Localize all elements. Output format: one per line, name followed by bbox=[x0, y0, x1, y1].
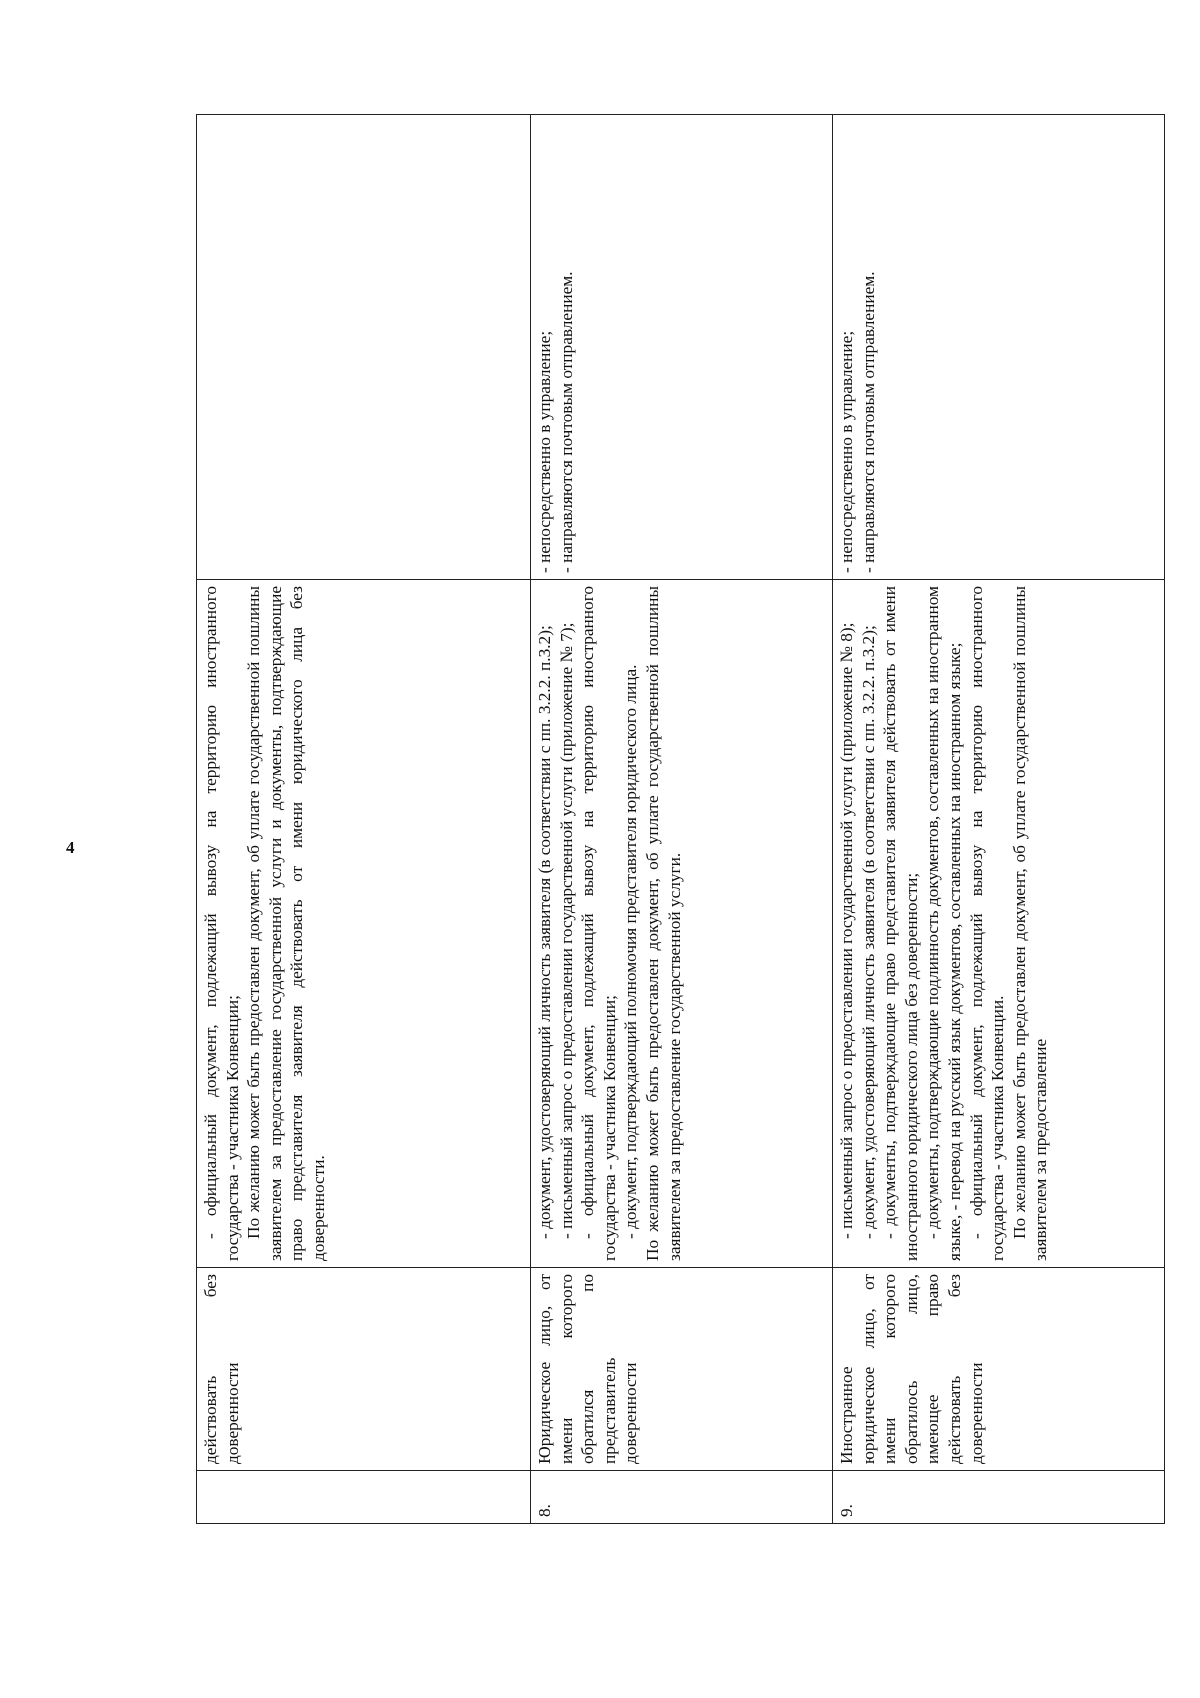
document-item: - официальный документ, подлежащий вывозу на территорию иностранного государства - участника Конвенции; bbox=[201, 586, 242, 1261]
submission-item: - непосредственно в управление; bbox=[535, 330, 554, 573]
document-item: - официальный документ, подлежащий вывозу на территорию иностранного государства - участника Конвенции. bbox=[966, 586, 1008, 1261]
document-item: По желанию может быть предоставлен документ, об уплате государственной пошлины заявителем за предоставление bbox=[1009, 586, 1051, 1261]
documents-cell bbox=[531, 580, 833, 1268]
document-item: По желанию может быть предоставлен документ, об уплате государственной пошлины заявителем за предоставление государственной услуги и документы, подтверждающие право представителя заявителя действовать от имени юридического лица без доверенности. bbox=[244, 586, 328, 1261]
document-item: - письменный запрос о предоставлении государственной услуги (приложение № 8); bbox=[837, 622, 856, 1239]
document-item: - письменный запрос о предоставлении государственной услуги (приложение № 7); bbox=[556, 622, 576, 1239]
rotated-table-container bbox=[196, 114, 1164, 1524]
document-item: - документ, удостоверяющий личность заявителя (в соответствии с пп. 3.2.2. п.3.2); bbox=[535, 625, 554, 1239]
documents-cell bbox=[197, 580, 531, 1268]
applicant-cell: Иностранное юридическое лицо, от имени которого обратилось лицо, имеющее право действовать без доверенности bbox=[833, 1268, 1165, 1471]
applicant-cell: Юридическое лицо, от имени которого обратился по представитель доверенности bbox=[531, 1268, 833, 1471]
submission-item: - непосредственно в управление; bbox=[837, 330, 856, 573]
applicant-cell: действовать без доверенности bbox=[197, 1268, 531, 1471]
submission-item: - направляются почтовым отправлением. bbox=[858, 271, 878, 573]
page-number: 4 bbox=[66, 838, 75, 857]
submission-cell bbox=[197, 115, 531, 580]
document-item: - документ, удостоверяющий личность заявителя (в соответствии с пп. 3.2.2. п.3.2); bbox=[858, 625, 878, 1239]
document-item: По желанию может быть предоставлен документ, об уплате государственной пошлины заявителем за предоставление государственной услуги. bbox=[642, 586, 684, 1261]
services-table bbox=[196, 114, 1165, 1524]
row-number: 8. bbox=[531, 1471, 833, 1524]
document-item: - документы, подтверждающие подлинность документов, составленных на иностранном языке, - перевод на русский язык документов, составленных на иностранном языке; bbox=[923, 586, 964, 1261]
document-item: - документы, подтверждающие право представителя заявителя действовать от имени иностранного юридического лица без доверенности; bbox=[880, 586, 921, 1261]
row-number bbox=[197, 1471, 531, 1524]
submission-cell bbox=[833, 115, 1165, 580]
table-row bbox=[833, 115, 1165, 1524]
submission-item: - направляются почтовым отправлением. bbox=[556, 271, 576, 573]
submission-cell bbox=[531, 115, 833, 580]
documents-cell bbox=[833, 580, 1165, 1268]
table-row bbox=[197, 115, 531, 1524]
row-number: 9. bbox=[833, 1471, 1165, 1524]
document-item: - официальный документ, подлежащий вывозу на территорию иностранного государства - участника Конвенции; bbox=[578, 586, 619, 1261]
document-item: - документ, подтверждающий полномочия представителя юридического лица. bbox=[621, 664, 641, 1239]
table-row bbox=[531, 115, 833, 1524]
